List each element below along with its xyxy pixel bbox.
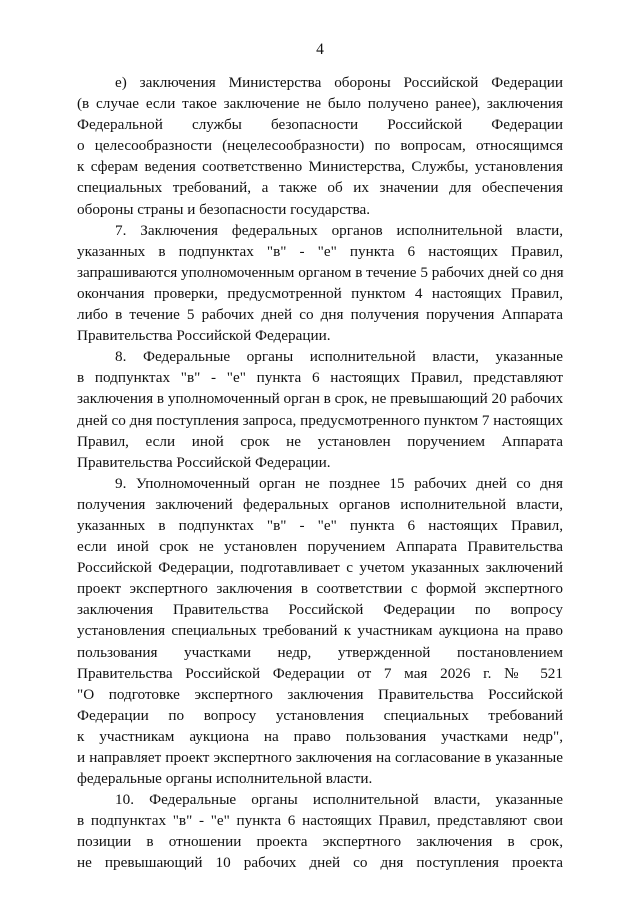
text-line: в подпунктах "в" - "е" пункта 6 настоящих Правил, представляют [77, 369, 563, 387]
text-line: Правительства Российской Федерации. [77, 453, 331, 471]
text-line: либо в течение 5 рабочих дней со дня получения поручения Аппарата [77, 306, 563, 324]
text-line: (в случае если такое заключение не было получено ранее), заключения [77, 95, 563, 113]
text-line: если иной срок не установлен поручением Аппарата Правительства [77, 538, 563, 556]
text-line: указанных в подпунктах "в" - "е" пункта 6 настоящих Правил, [77, 516, 563, 534]
text-line: 8. Федеральные органы исполнительной власти, указанные [115, 348, 563, 366]
text-line: получения заключений федеральных органов исполнительной власти, [77, 495, 563, 513]
text-line: е) заключения Министерства обороны Российской Федерации [115, 74, 563, 91]
paragraph [77, 473, 563, 789]
text-line: позиции в отношении проекта экспертного заключения в срок, [77, 833, 563, 851]
text-line: дней со дня поступления запроса, предусмотренного пунктом 7 настоящих [77, 411, 564, 429]
text-line: запрашиваются уполномоченным органом в течение 5 рабочих дней со дня [77, 263, 564, 281]
text-line: 10. Федеральные органы исполнительной власти, указанные [115, 791, 563, 809]
text-line: Федерации по вопросу установления специальных требований [77, 706, 563, 724]
page-number: 4 [316, 41, 324, 58]
text-line: установления специальных требований к участникам аукциона на право [77, 622, 563, 640]
text-line: о целесообразности (нецелесообразности) по вопросам, относящимся [77, 137, 563, 155]
text-line: Федеральной службы безопасности Российской Федерации [77, 116, 563, 134]
text-line: обороны страны и безопасности государства. [77, 200, 371, 218]
text-line: заключения в уполномоченный орган в срок, не превышающий 20 рабочих [77, 390, 564, 408]
text-line: Правительства Российской Федерации от 7 мая 2026 г. № 521 [77, 664, 563, 682]
text-line: федеральные органы исполнительной власти. [77, 770, 373, 788]
text-line: указанных в подпунктах "в" - "е" пункта 6 настоящих Правил, [77, 242, 563, 260]
text-line: специальных требований, а также об их значении для обеспечения [77, 179, 563, 197]
text-line: 9. Уполномоченный орган не позднее 15 рабочих дней со дня [115, 474, 563, 492]
text-line: не превышающий 10 рабочих дней со дня поступления проекта [77, 854, 563, 872]
text-line: и направляет проект экспертного заключения на согласование в указанные [77, 749, 563, 766]
paragraph [77, 789, 563, 873]
paragraph [77, 346, 563, 473]
text-line: 7. Заключения федеральных органов исполнительной власти, [115, 221, 563, 239]
text-line: к участникам аукциона на право пользования участками недр", [77, 727, 563, 745]
paragraph [77, 72, 563, 220]
text-line: Правительства Российской Федерации. [77, 327, 331, 345]
text-line: проект экспертного заключения в соответствии с формой экспертного [77, 580, 563, 598]
paragraph [77, 220, 563, 347]
text-line: окончания проверки, предусмотренной пунктом 4 настоящих Правил, [77, 284, 563, 302]
text-line: в подпунктах "в" - "е" пункта 6 настоящих Правил, представляют свои [77, 812, 563, 830]
text-line: заключения Правительства Российской Федерации по вопросу [77, 601, 563, 619]
text-line: Российской Федерации, подготавливает с учетом указанных заключений [77, 559, 563, 577]
text-line: "О подготовке экспертного заключения Правительства Российской [77, 685, 563, 703]
text-line: пользования участками недр, утвержденной постановлением [77, 643, 563, 661]
text-line: Правил, если иной срок не установлен поручением Аппарата [77, 432, 563, 450]
document-body [77, 72, 563, 874]
text-line: к сферам ведения соответственно Министерства, Службы, установления [77, 158, 563, 176]
